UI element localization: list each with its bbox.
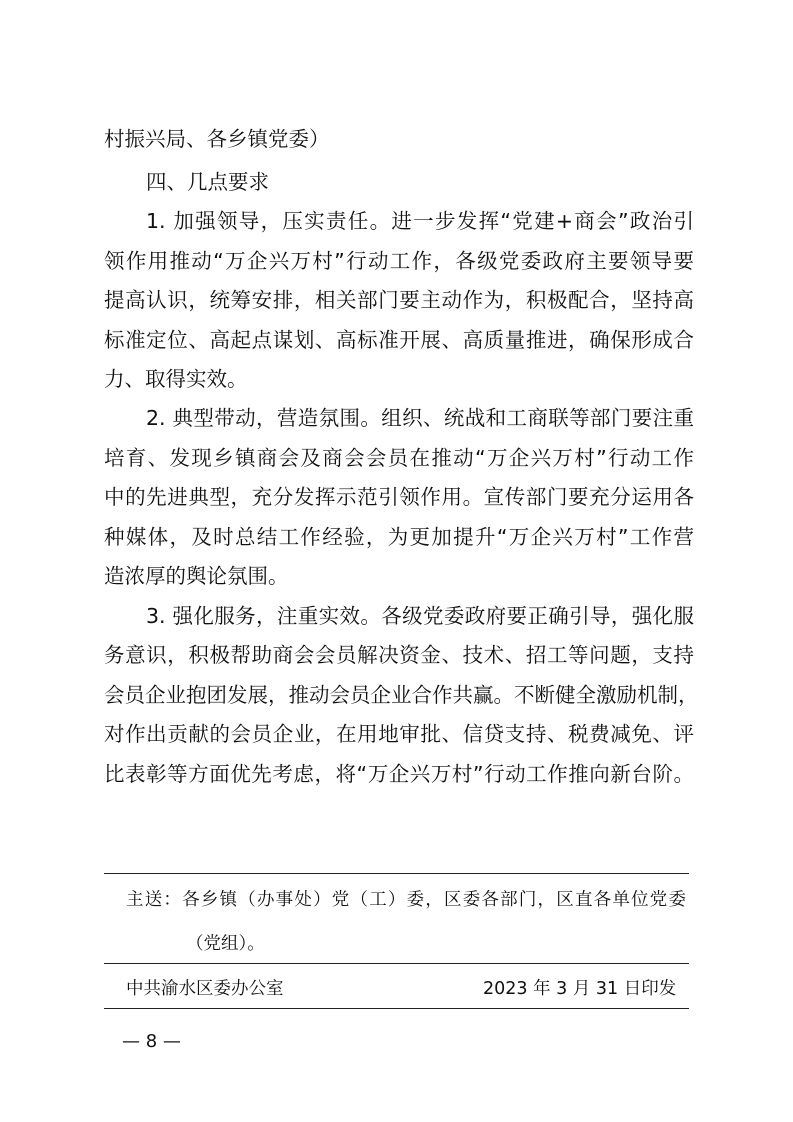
section-heading: 四、几点要求 (146, 170, 269, 194)
requirement-1-line: 标准定位、高起点谋划、高标准开展、高质量推进，确保形成合 (104, 328, 694, 352)
requirement-2-line: 中的先进典型，充分发挥示范引领作用。宣传部门要充分运用各 (104, 485, 694, 509)
requirement-2-line: 造浓厚的舆论氛围。 (104, 564, 289, 588)
issuing-office: 中共渝水区委办公室 (126, 979, 284, 999)
issuer-bottom-rule (104, 1008, 689, 1009)
requirement-1-line: 力、取得实效。 (104, 367, 248, 391)
requirement-2-line: 种媒体，及时总结工作经验，为更加提升“万企兴万村”工作营 (104, 525, 694, 549)
requirement-1-line: 1. 加强领导，压实责任。进一步发挥“党建+商会”政治引 (146, 209, 694, 233)
distribution-bottom-rule (104, 963, 689, 964)
page-number: — 8 — (122, 1031, 181, 1052)
distribution-top-rule (104, 873, 689, 874)
requirement-3-line: 对作出贡献的会员企业，在用地审批、信贷支持、税费减免、评 (104, 722, 694, 746)
distribution-line-1: 主送：各乡镇（办事处）党（工）委，区委各部门，区直各单位党委 (126, 890, 686, 910)
requirement-2-line: 培育、发现乡镇商会及商会会员在推动“万企兴万村”行动工作 (104, 446, 694, 470)
distribution-line-2: （党组）。 (186, 934, 265, 954)
requirement-3-line: 比表彰等方面优先考虑，将“万企兴万村”行动工作推向新台阶。 (104, 762, 694, 786)
issue-date: 2023 年 3 月 31 日印发 (483, 979, 677, 999)
requirement-3-line: 务意识，积极帮助商会会员解决资金、技术、招工等问题，支持 (104, 643, 694, 667)
requirement-3-line: 3. 强化服务，注重实效。各级党委政府要正确引导，强化服 (146, 604, 694, 628)
requirement-3-line: 会员企业抱团发展，推动会员企业合作共赢。不断健全激励机制， (104, 683, 699, 707)
continuation-line: 村振兴局、各乡镇党委） (104, 127, 330, 151)
requirement-1-line: 领作用推动“万企兴万村”行动工作，各级党委政府主要领导要 (104, 249, 694, 273)
requirement-2-line: 2. 典型带动，营造氛围。组织、统战和工商联等部门要注重 (146, 406, 694, 430)
requirement-1-line: 提高认识，统筹安排，相关部门要主动作为，积极配合，坚持高 (104, 288, 694, 312)
